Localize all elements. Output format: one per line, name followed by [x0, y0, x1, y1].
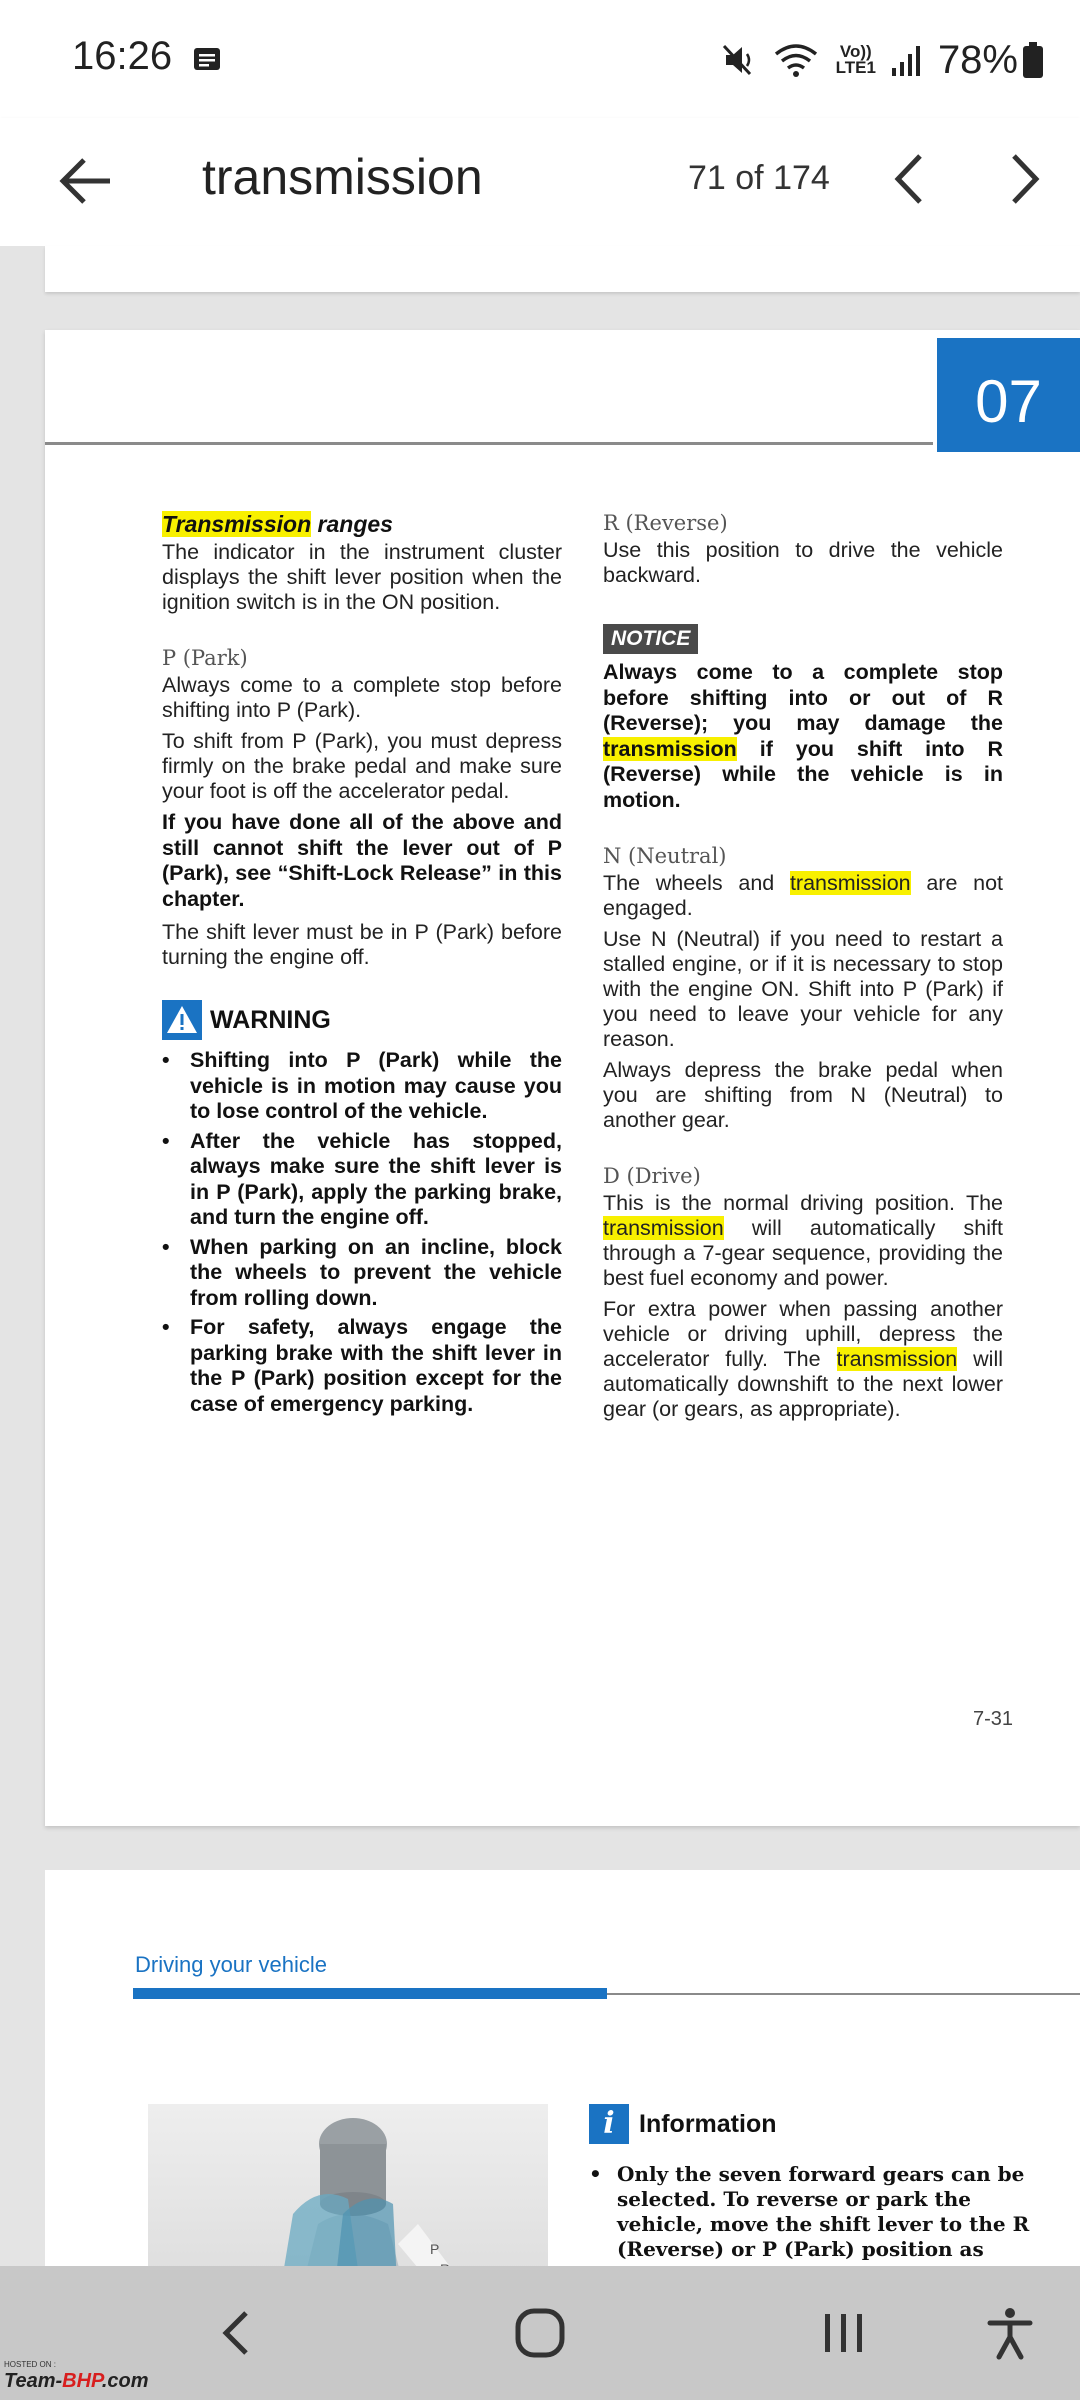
next-pdf-page[interactable]: [45, 1870, 1080, 2290]
neutral-text-a: The wheels and: [603, 871, 790, 895]
drive-paragraph-2: [603, 1297, 1003, 1422]
notice-text-a: Always come to a complete stop before shifting into or out of R (Reverse); you may damage the: [603, 660, 1003, 735]
park-heading: P (Park): [162, 646, 248, 670]
information-heading: [589, 2104, 777, 2144]
chapter-tab: 07: [937, 338, 1080, 452]
cell-signal-icon: [890, 42, 922, 78]
nav-back-icon: [216, 2303, 256, 2363]
watermark-brand-c: .com: [101, 2370, 149, 2392]
svg-text:P: P: [430, 2241, 440, 2257]
drive-paragraph-1: [603, 1191, 1003, 1291]
park-bold-note: If you have done all of the above and still cannot shift the lever out of P (Park), see “Shift-Lock Release” in this chapter.: [162, 810, 562, 911]
network-type-label: [836, 44, 876, 76]
warning-item: • When parking on an incline, block the wheels to prevent the vehicle from rolling down.: [162, 1235, 562, 1312]
warning-list: [162, 1048, 562, 1417]
status-bar: [0, 0, 1080, 118]
warning-label: WARNING: [210, 1005, 331, 1034]
drive-text-b: will automatically shift through a 7-gear sequence, providing the best fuel economy and power.: [603, 1216, 1003, 1290]
neutral-paragraph-1: [603, 871, 1003, 921]
search-highlight: transmission: [603, 1216, 724, 1240]
search-highlight: transmission: [836, 1347, 958, 1371]
next-page-section-title: Driving your vehicle: [135, 1952, 327, 1977]
warning-item: • For safety, always engage the parking brake with the shift lever in the P (Park) position except for the case of emergency parking.: [162, 1315, 562, 1417]
watermark-brand-a: Team-: [4, 2370, 63, 2392]
nav-recents-button[interactable]: [804, 2296, 884, 2370]
next-page-header-bar: [133, 1988, 607, 1999]
drive-text-c: For extra power when passing another vehicle or driving uphill, depress the accelerator fully. The: [603, 1297, 1003, 1371]
reverse-paragraph: Use this position to drive the vehicle backward.: [603, 538, 1003, 587]
warning-icon: [162, 1000, 202, 1040]
mute-icon: [720, 40, 760, 80]
park-paragraph-3: The shift lever must be in P (Park) before turning the engine off.: [162, 920, 562, 969]
watermark-logo: [4, 2370, 194, 2392]
site-watermark: [4, 2360, 194, 2396]
section-title: [162, 510, 562, 538]
previous-result-icon[interactable]: [880, 144, 940, 214]
neutral-text-b: are not engaged.: [603, 871, 1003, 920]
warning-item: • After the vehicle has stopped, always make sure the shift lever is in P (Park), apply the parking brake, and turn the engine off.: [162, 1129, 562, 1231]
app-bar: [0, 118, 1080, 246]
notice-text: [603, 660, 1003, 813]
intro-paragraph: The indicator in the instrument cluster displays the shift lever position when the ignition switch is in the ON position.: [162, 540, 562, 614]
volte-label: Vo)): [839, 42, 872, 61]
lte-label: LTE1: [835, 58, 876, 77]
reverse-heading: R (Reverse): [603, 511, 728, 535]
wifi-icon: [774, 40, 818, 80]
nav-recents-icon: [819, 2308, 869, 2358]
pdf-viewer[interactable]: [0, 246, 1080, 2266]
warning-item: • Shifting into P (Park) while the vehicle is in motion may cause you to lose control of the vehicle.: [162, 1048, 562, 1125]
park-paragraph-2: To shift from P (Park), you must depress firmly on the brake pedal and make sure your foot is off the accelerator pedal.: [162, 729, 562, 803]
nav-home-button[interactable]: [500, 2296, 580, 2370]
neutral-paragraph-2: Use N (Neutral) if you need to restart a stalled engine, or if it is necessary to stop with the engine ON. Shift into P (Park) if you need to leave your vehicle for any reason.: [603, 927, 1003, 1051]
neutral-heading: N (Neutral): [603, 844, 727, 868]
next-page-header-rule: [607, 1993, 1080, 1995]
info-icon: i: [589, 2104, 629, 2144]
watermark-small-text: HOSTED ON :: [4, 2360, 57, 2369]
park-paragraph-1: Always come to a complete stop before shifting into P (Park).: [162, 673, 562, 722]
watermark-brand-b: BHP: [62, 2370, 102, 2392]
neutral-paragraph-3: Always depress the brake pedal when you are shifting from N (Neutral) to another gear.: [603, 1058, 1003, 1132]
status-time: 16:26: [72, 34, 173, 78]
drive-text-a: This is the normal driving position. The: [603, 1191, 1003, 1215]
information-label: Information: [639, 2109, 777, 2138]
right-column: [603, 510, 1003, 1428]
back-arrow-icon[interactable]: [50, 146, 120, 216]
message-notification-icon: [192, 46, 222, 72]
result-page-indicator: 71 of 174: [688, 159, 830, 197]
notice-text-b: if you shift into R (Reverse) while the vehicle is in motion.: [603, 736, 1003, 812]
nav-home-icon: [512, 2305, 568, 2361]
nav-back-button[interactable]: [196, 2296, 276, 2370]
information-item: • Only the seven forward gears can be selected. To reverse or park the vehicle, move the shift lever to the R (Reverse) or P (Park) position as: [589, 2162, 1035, 2287]
previous-page-edge: [45, 246, 1080, 292]
page-number: 7-31: [973, 1708, 1014, 1730]
accessibility-icon: [985, 2305, 1035, 2361]
section-title-rest: ranges: [311, 511, 393, 537]
drive-text-d: will automatically downshift to the next lower gear (or gears, as appropriate).: [603, 1347, 1003, 1421]
drive-heading: D (Drive): [603, 1164, 701, 1188]
search-highlight: transmission: [603, 736, 737, 761]
notice-badge: NOTICE: [603, 624, 698, 654]
battery-percent: 78%: [937, 37, 1018, 82]
nav-accessibility-button[interactable]: [970, 2296, 1050, 2370]
battery-icon: [1022, 41, 1044, 79]
left-column: [162, 510, 562, 1421]
search-highlight: transmission: [789, 871, 911, 895]
search-term-title: transmission: [202, 149, 483, 205]
warning-heading: [162, 1000, 562, 1040]
search-highlight: Transmission: [162, 511, 312, 537]
next-result-icon[interactable]: [994, 144, 1054, 214]
pdf-page[interactable]: [45, 330, 1080, 1826]
page-header-rule: [45, 442, 933, 445]
